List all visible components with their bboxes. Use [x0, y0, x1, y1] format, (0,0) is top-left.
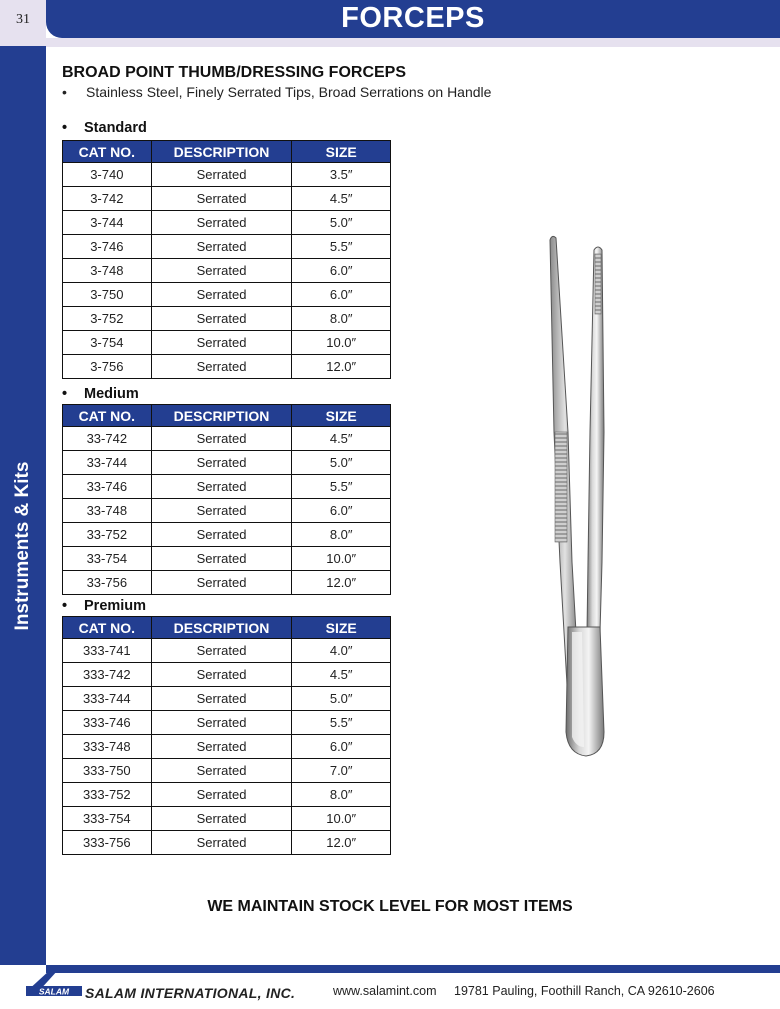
- company-logo: [24, 968, 86, 998]
- description-cell: Serrated: [151, 571, 292, 595]
- company-name: SALAM INTERNATIONAL, INC.: [85, 985, 296, 1001]
- column-header-description: DESCRIPTION: [151, 405, 292, 427]
- cat-no-cell: 3-742: [63, 187, 152, 211]
- table-row: [63, 831, 391, 855]
- footer-bar: [46, 965, 780, 973]
- forceps-image: [538, 232, 618, 767]
- description-cell: Serrated: [151, 735, 292, 759]
- table-row: [63, 307, 391, 331]
- group-label-premium: • Premium: [62, 598, 147, 614]
- description-cell: Serrated: [151, 211, 292, 235]
- premium-table: [62, 616, 391, 855]
- description-cell: Serrated: [151, 759, 292, 783]
- table-row: [63, 711, 391, 735]
- table-row: [63, 211, 391, 235]
- cat-no-cell: 333-744: [63, 687, 152, 711]
- size-cell: 5.0″: [292, 451, 391, 475]
- cat-no-cell: 333-741: [63, 639, 152, 663]
- table-row: [63, 235, 391, 259]
- group-label-medium: • Medium: [62, 386, 139, 402]
- table-row: [63, 783, 391, 807]
- cat-no-cell: 33-756: [63, 571, 152, 595]
- table-row: [63, 355, 391, 379]
- description-cell: Serrated: [151, 163, 292, 187]
- table-row: [63, 331, 391, 355]
- bullet: •: [62, 598, 68, 614]
- table-row: [63, 663, 391, 687]
- header-accent-strip: [46, 38, 780, 47]
- table-row: [63, 571, 391, 595]
- column-header-size: SIZE: [292, 617, 391, 639]
- size-cell: 5.5″: [292, 711, 391, 735]
- stock-notice: WE MAINTAIN STOCK LEVEL FOR MOST ITEMS: [207, 898, 573, 915]
- description-cell: Serrated: [151, 259, 292, 283]
- description-cell: Serrated: [151, 639, 292, 663]
- page-title: FORCEPS: [341, 2, 485, 34]
- cat-no-cell: 33-744: [63, 451, 152, 475]
- size-cell: 4.0″: [292, 639, 391, 663]
- description-cell: Serrated: [151, 307, 292, 331]
- table-row: [63, 807, 391, 831]
- size-cell: 12.0″: [292, 831, 391, 855]
- bullet: •: [62, 84, 67, 100]
- description-cell: Serrated: [151, 427, 292, 451]
- description-cell: Serrated: [151, 783, 292, 807]
- size-cell: 6.0″: [292, 735, 391, 759]
- size-cell: 5.5″: [292, 475, 391, 499]
- cat-no-cell: 3-756: [63, 355, 152, 379]
- cat-no-cell: 333-742: [63, 663, 152, 687]
- table-row: [63, 187, 391, 211]
- table-row: [63, 639, 391, 663]
- cat-no-cell: 333-756: [63, 831, 152, 855]
- cat-no-cell: 33-752: [63, 523, 152, 547]
- column-header-cat-no: CAT NO.: [63, 141, 152, 163]
- column-header-size: SIZE: [292, 405, 391, 427]
- description-cell: Serrated: [151, 547, 292, 571]
- size-cell: 5.0″: [292, 211, 391, 235]
- description-cell: Serrated: [151, 475, 292, 499]
- table-row: [63, 759, 391, 783]
- size-cell: 4.5″: [292, 187, 391, 211]
- group-label-standard: • Standard: [62, 120, 147, 136]
- description-cell: Serrated: [151, 451, 292, 475]
- size-cell: 6.0″: [292, 259, 391, 283]
- size-cell: 8.0″: [292, 783, 391, 807]
- description-cell: Serrated: [151, 499, 292, 523]
- standard-table: [62, 140, 391, 379]
- description-cell: Serrated: [151, 283, 292, 307]
- cat-no-cell: 3-748: [63, 259, 152, 283]
- description-cell: Serrated: [151, 687, 292, 711]
- size-cell: 8.0″: [292, 307, 391, 331]
- size-cell: 5.5″: [292, 235, 391, 259]
- table-row: [63, 475, 391, 499]
- cat-no-cell: 3-744: [63, 211, 152, 235]
- cat-no-cell: 333-748: [63, 735, 152, 759]
- medium-table: [62, 404, 391, 595]
- cat-no-cell: 333-754: [63, 807, 152, 831]
- cat-no-cell: 3-750: [63, 283, 152, 307]
- table-row: [63, 523, 391, 547]
- cat-no-cell: 333-752: [63, 783, 152, 807]
- description-cell: Serrated: [151, 235, 292, 259]
- size-cell: 3.5″: [292, 163, 391, 187]
- column-header-description: DESCRIPTION: [151, 617, 292, 639]
- cat-no-cell: 33-754: [63, 547, 152, 571]
- size-cell: 4.5″: [292, 427, 391, 451]
- description-cell: Serrated: [151, 831, 292, 855]
- bullet: •: [62, 120, 68, 136]
- description-cell: Serrated: [151, 523, 292, 547]
- size-cell: 7.0″: [292, 759, 391, 783]
- table-row: [63, 547, 391, 571]
- bullet: •: [62, 386, 68, 402]
- header-bar: [46, 0, 780, 38]
- cat-no-cell: 333-746: [63, 711, 152, 735]
- size-cell: 10.0″: [292, 807, 391, 831]
- product-title: BROAD POINT THUMB/DRESSING FORCEPS: [62, 64, 407, 81]
- description-cell: Serrated: [151, 807, 292, 831]
- sidebar-category-label: Instruments & Kits: [12, 461, 33, 631]
- size-cell: 12.0″: [292, 571, 391, 595]
- page-number: 31: [16, 12, 30, 27]
- cat-no-cell: 333-750: [63, 759, 152, 783]
- cat-no-cell: 33-746: [63, 475, 152, 499]
- size-cell: 5.0″: [292, 687, 391, 711]
- table-row: [63, 163, 391, 187]
- website-link[interactable]: www.salamint.com: [333, 984, 437, 998]
- description-cell: Serrated: [151, 355, 292, 379]
- size-cell: 4.5″: [292, 663, 391, 687]
- size-cell: 10.0″: [292, 331, 391, 355]
- cat-no-cell: 3-752: [63, 307, 152, 331]
- cat-no-cell: 33-748: [63, 499, 152, 523]
- logo-text: SALAM: [38, 986, 70, 997]
- table-row: [63, 259, 391, 283]
- product-features: [62, 84, 491, 100]
- column-header-cat-no: CAT NO.: [63, 617, 152, 639]
- table-row: [63, 283, 391, 307]
- column-header-description: DESCRIPTION: [151, 141, 292, 163]
- table-row: [63, 451, 391, 475]
- size-cell: 10.0″: [292, 547, 391, 571]
- cat-no-cell: 3-754: [63, 331, 152, 355]
- company-address: 19781 Pauling, Foothill Ranch, CA 92610-2606: [454, 984, 715, 998]
- size-cell: 6.0″: [292, 283, 391, 307]
- size-cell: 8.0″: [292, 523, 391, 547]
- cat-no-cell: 33-742: [63, 427, 152, 451]
- features-text: Stainless Steel, Finely Serrated Tips, Broad Serrations on Handle: [86, 84, 492, 100]
- table-row: [63, 735, 391, 759]
- description-cell: Serrated: [151, 187, 292, 211]
- size-cell: 12.0″: [292, 355, 391, 379]
- table-row: [63, 687, 391, 711]
- table-row: [63, 499, 391, 523]
- size-cell: 6.0″: [292, 499, 391, 523]
- description-cell: Serrated: [151, 711, 292, 735]
- table-row: [63, 427, 391, 451]
- cat-no-cell: 3-746: [63, 235, 152, 259]
- description-cell: Serrated: [151, 331, 292, 355]
- cat-no-cell: 3-740: [63, 163, 152, 187]
- description-cell: Serrated: [151, 663, 292, 687]
- column-header-cat-no: CAT NO.: [63, 405, 152, 427]
- sidebar: [0, 46, 46, 965]
- column-header-size: SIZE: [292, 141, 391, 163]
